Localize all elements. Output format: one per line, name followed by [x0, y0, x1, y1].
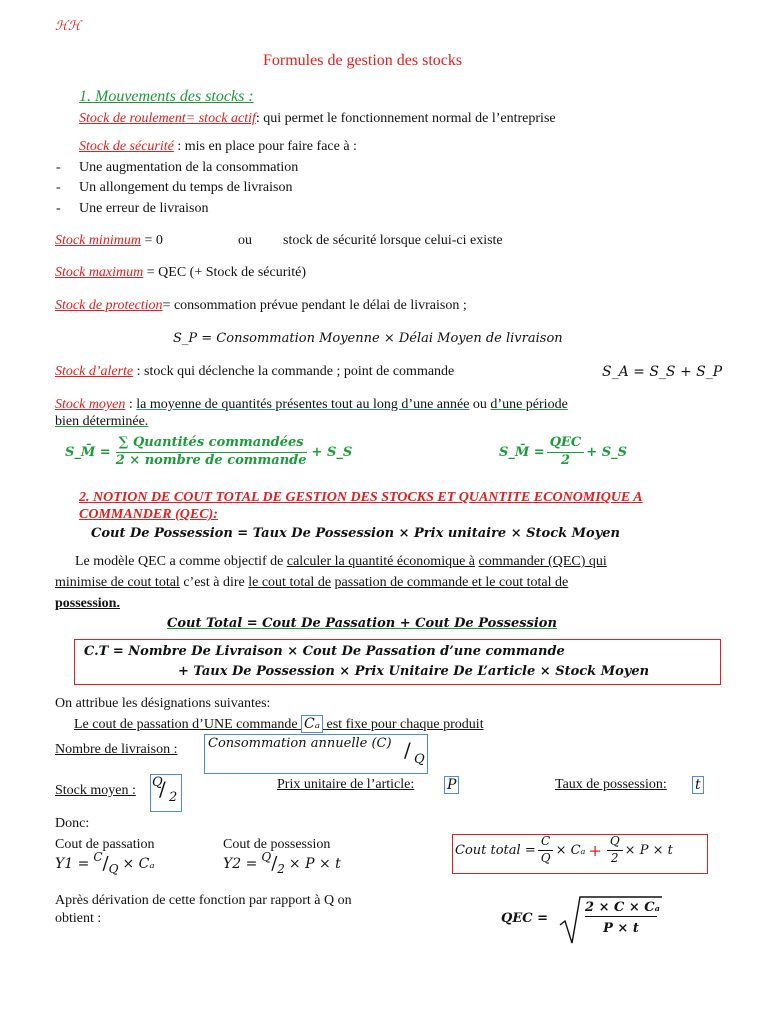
section2-heading-line1: 2. NOTION DE COUT TOTAL DE GESTION DES STOCKS ET QUANTITE ECONOMIQUE A: [79, 490, 643, 505]
protection-line: [55, 298, 467, 314]
securite-text: : mis en place pour faire face à :: [173, 139, 357, 154]
bullet-item: -: [56, 180, 61, 195]
formula-numerator: C: [538, 835, 553, 851]
formula-denominator: 2: [610, 850, 619, 865]
qec-lhs: QEC =: [501, 911, 548, 926]
moyen-formula-2: [499, 436, 627, 469]
stock-moyen-numerator: Q: [152, 775, 163, 790]
prix-variable: P: [444, 776, 459, 794]
fraction-slash: /: [102, 853, 109, 874]
formula-denominator: 2 × nombre de commande: [115, 452, 307, 468]
para-underlined: commander (QEC) qui: [478, 554, 607, 569]
taux-variable: t: [692, 776, 704, 794]
para-underlined: le cout total de: [248, 575, 332, 590]
formula-numerator: Q: [261, 849, 272, 864]
alerte-term: Stock d’alerte: [55, 364, 134, 379]
para-underlined: passation de commande et le cout total de: [334, 575, 569, 590]
formula-rhs: × P × t: [624, 842, 673, 858]
protection-term: Stock de protection: [55, 298, 163, 313]
para-text: c’est à dire: [179, 575, 249, 590]
passation-text-a: Le cout de passation d’UNE commande: [74, 717, 302, 732]
alerte-line: [55, 364, 454, 380]
moyen-formula-1: [65, 436, 352, 469]
minimum-line: [55, 233, 163, 249]
formula-denominator: 2: [560, 452, 571, 468]
formula-lhs: Y2 =: [223, 855, 258, 872]
roulement-text: : qui permet le fonctionnement normal de l’entreprise: [255, 111, 556, 126]
y2-formula: [223, 849, 341, 876]
bullet-text: Un allongement du temps de livraison: [79, 180, 293, 195]
protection-text: = consommation prévue pendant le délai de livraison ;: [162, 298, 467, 313]
alerte-text: : stock qui déclenche la commande ; point de commande: [133, 364, 455, 379]
moyen-text-a: :: [125, 397, 137, 412]
para-text: Le modèle QEC a comme objectif de: [75, 554, 287, 569]
designations-text: On attribue les désignations suivantes:: [55, 696, 271, 711]
qec-paragraph-line2: [55, 575, 568, 591]
alerte-formula: S_A = S_S + S_P: [602, 364, 723, 380]
passation-cout-label: Cout de passation: [55, 837, 155, 852]
formula-rhs: × Cₐ: [122, 855, 155, 872]
maximum-term: Stock maximum: [55, 265, 144, 280]
fraction-slash: /: [159, 777, 166, 801]
livraison-numerator: Consommation annuelle (C): [208, 736, 392, 751]
qec-denominator: P × t: [603, 921, 639, 936]
para-underlined: minimise de cout total: [55, 575, 180, 590]
livraison-denominator: Q: [414, 752, 425, 767]
passation-text-b: est fixe pour chaque produit: [323, 717, 484, 732]
formula-lhs: S_M̄ =: [65, 444, 111, 460]
minimum-term: Stock minimum: [55, 233, 141, 248]
formula-rhs: + S_S: [586, 444, 627, 460]
protection-formula: S_P = Consommation Moyenne × Délai Moyen de livraison: [173, 331, 563, 346]
maximum-line: [55, 265, 306, 281]
livraison-label: Nombre de livraison :: [55, 742, 178, 757]
stock-moyen-label: Stock moyen :: [55, 783, 136, 798]
ct-formula-line2: + Taux De Possession × Prix Unitaire De L’article × Stock Moyen: [178, 664, 650, 679]
formula-denominator: Q: [108, 861, 119, 876]
prix-label: Prix unitaire de l’article:: [277, 777, 415, 792]
possession-formula: Cout De Possession = Taux De Possession × Prix unitaire × Stock Moyen: [91, 526, 620, 541]
roulement-line: [79, 111, 556, 127]
formula-rhs: × P × t: [288, 855, 341, 872]
moyen-text-e: bien déterminée.: [55, 414, 149, 429]
formula-numerator: C: [93, 849, 103, 864]
qec-paragraph-line3: possession.: [55, 596, 120, 611]
formula-numerator: Q: [607, 835, 623, 851]
formula-numerator: QEC: [547, 436, 585, 453]
securite-term: Stock de sécurité: [79, 139, 174, 154]
y1-formula: [55, 849, 155, 876]
taux-label: Taux de possession:: [555, 777, 667, 792]
total-formula: Cout Total = Cout De Passation + Cout De Possession: [167, 616, 557, 631]
minimum-text: stock de sécurité lorsque celui-ci existe: [283, 233, 503, 248]
formula-denominator: Q: [540, 850, 551, 865]
securite-line: [79, 139, 357, 155]
formula-lhs: Cout total =: [455, 842, 536, 858]
roulement-term: Stock de roulement= stock actif: [79, 111, 256, 126]
bullet-item: -: [56, 201, 61, 216]
formula-denominator: 2: [277, 861, 285, 876]
bullet-text: Une erreur de livraison: [79, 201, 209, 216]
formula-numerator: ∑ Quantités commandées: [116, 436, 307, 453]
bullet-text: Une augmentation de la consommation: [79, 160, 299, 175]
fraction-slash: /: [404, 738, 411, 762]
moyen-term: Stock moyen: [55, 397, 126, 412]
formula-lhs: Y1 =: [55, 855, 90, 872]
page-title: Formules de gestion des stocks: [263, 52, 463, 69]
bullet-item: -: [56, 160, 61, 175]
moyen-text-b: la moyenne de quantités présentes tout au long d’une année: [136, 397, 470, 412]
passation-variable: Cₐ: [301, 715, 323, 733]
maximum-text: = QEC (+ Stock de sécurité): [143, 265, 307, 280]
section2-heading-line2: COMMANDER (QEC):: [79, 507, 218, 522]
formula-mid: × Cₐ: [555, 842, 586, 858]
minimum-or: ou: [238, 233, 252, 248]
moyen-text-d: d’une période: [490, 397, 568, 412]
ct-formula-line1: C.T = Nombre De Livraison × Cout De Passation d’une commande: [84, 644, 565, 659]
qec-paragraph-line1: [75, 554, 607, 570]
stock-moyen-denominator: 2: [169, 790, 178, 805]
formula-rhs: + S_S: [311, 444, 353, 460]
author-mark: ℋℋ: [55, 18, 81, 33]
derivation-line1: Après dérivation de cette fonction par rapport à Q on: [55, 893, 352, 908]
moyen-text-c: ou: [469, 397, 491, 412]
fraction-slash: /: [271, 853, 278, 874]
donc-text: Donc:: [55, 816, 90, 831]
para-underlined: calculer la quantité économique à: [286, 554, 476, 569]
qec-numerator: 2 × C × Cₐ: [585, 900, 660, 915]
plus-sign: +: [588, 840, 602, 860]
cout-total-formula: [455, 835, 673, 866]
passation-line: [74, 716, 484, 733]
formula-lhs: S_M̄ =: [499, 444, 545, 460]
possession-cout-label: Cout de possession: [223, 837, 331, 852]
moyen-line: [55, 397, 568, 413]
section1-heading: 1. Mouvements des stocks :: [79, 88, 254, 105]
derivation-line2: obtient :: [55, 911, 102, 926]
minimum-eq: = 0: [140, 233, 163, 248]
